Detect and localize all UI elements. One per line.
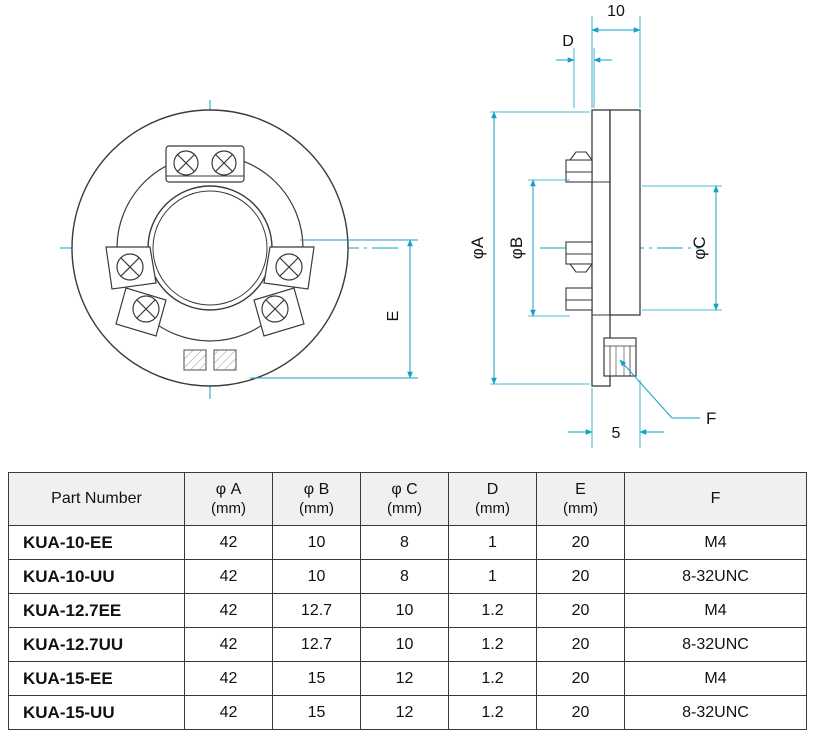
cell-phi-c: 10 (361, 628, 449, 662)
cell-d: 1.2 (449, 594, 537, 628)
cell-f: M4 (625, 526, 807, 560)
cell-d: 1.2 (449, 696, 537, 730)
cell-phi-b: 15 (273, 662, 361, 696)
screw-top-right (212, 151, 236, 175)
cell-part-number: KUA-10-UU (9, 560, 185, 594)
table-row (9, 526, 807, 560)
side-screw-middle (566, 242, 592, 272)
cell-d: 1 (449, 560, 537, 594)
header-phi-c-unit: (mm) (387, 499, 422, 517)
header-f (625, 473, 807, 526)
header-part-number (9, 473, 185, 526)
table-row (9, 594, 807, 628)
cell-e: 20 (537, 696, 625, 730)
cell-phi-a: 42 (185, 696, 273, 730)
cell-e: 20 (537, 628, 625, 662)
cell-f: 8-32UNC (625, 628, 807, 662)
header-phi-b-main: φ B (303, 481, 330, 499)
cell-f: 8-32UNC (625, 560, 807, 594)
tab-right-upper (264, 247, 314, 289)
header-d-main: D (486, 481, 499, 499)
header-phi-a-main: φ A (215, 481, 242, 499)
cell-f: M4 (625, 662, 807, 696)
table-header-row (9, 473, 807, 526)
cell-phi-b: 10 (273, 560, 361, 594)
table-row (9, 696, 807, 730)
dimension-5-label: 5 (611, 425, 621, 442)
cell-d: 1.2 (449, 628, 537, 662)
screw-left-upper (117, 254, 143, 280)
label-F: F (706, 409, 717, 428)
dimension-D (556, 33, 612, 108)
cell-d: 1 (449, 526, 537, 560)
cell-e: 20 (537, 594, 625, 628)
cell-e: 20 (537, 560, 625, 594)
header-e-main: E (575, 481, 586, 499)
header-phi-c-main: φ C (391, 481, 418, 499)
screw-top-left (174, 151, 198, 175)
cell-e: 20 (537, 662, 625, 696)
screw-left-lower (133, 296, 159, 322)
dimension-phiA-label: φA (468, 236, 487, 260)
header-d-unit: (mm) (475, 499, 510, 517)
screw-right-upper (276, 254, 302, 280)
cell-f: 8-32UNC (625, 696, 807, 730)
header-phi-c (361, 473, 449, 526)
cell-phi-c: 8 (361, 560, 449, 594)
spec-table-wrapper (8, 472, 806, 730)
dimension-5 (568, 380, 664, 448)
cell-f: M4 (625, 594, 807, 628)
side-screw-upper (566, 152, 592, 182)
cell-e: 20 (537, 526, 625, 560)
header-d (449, 473, 537, 526)
cell-part-number: KUA-10-EE (9, 526, 185, 560)
cell-part-number: KUA-12.7UU (9, 628, 185, 662)
cell-phi-b: 15 (273, 696, 361, 730)
table-row (9, 628, 807, 662)
cell-part-number: KUA-15-EE (9, 662, 185, 696)
table-row (9, 662, 807, 696)
cell-phi-b: 12.7 (273, 594, 361, 628)
header-part-number-main: Part Number (51, 489, 142, 507)
dimension-E-label: E (385, 310, 402, 322)
cell-phi-c: 8 (361, 526, 449, 560)
thread-detail-F (604, 338, 636, 376)
dimension-10-label: 10 (607, 3, 625, 20)
header-phi-b-unit: (mm) (299, 499, 334, 517)
cell-phi-a: 42 (185, 560, 273, 594)
header-e (537, 473, 625, 526)
cell-phi-a: 42 (185, 662, 273, 696)
dimension-D-label: D (562, 33, 574, 50)
cell-phi-a: 42 (185, 628, 273, 662)
header-f-main: F (710, 489, 721, 507)
cell-phi-b: 12.7 (273, 628, 361, 662)
front-view (60, 100, 418, 400)
side-screw-lower (566, 288, 592, 310)
tab-left-upper (106, 247, 156, 289)
cell-part-number: KUA-15-UU (9, 696, 185, 730)
dimension-phiC-label: φC (690, 236, 709, 260)
table-row (9, 560, 807, 594)
cell-phi-a: 42 (185, 526, 273, 560)
cell-phi-c: 12 (361, 662, 449, 696)
cell-phi-c: 12 (361, 696, 449, 730)
screw-right-lower (262, 296, 288, 322)
cell-phi-c: 10 (361, 594, 449, 628)
cell-phi-a: 42 (185, 594, 273, 628)
dimension-phiB-label: φB (507, 236, 526, 260)
header-phi-b (273, 473, 361, 526)
side-view (468, 3, 722, 448)
top-clamp-block (166, 146, 244, 182)
bore-circle (148, 186, 272, 310)
header-phi-a-unit: (mm) (211, 499, 246, 517)
spec-table (8, 472, 807, 730)
cell-d: 1.2 (449, 662, 537, 696)
cell-phi-b: 10 (273, 526, 361, 560)
header-e-unit: (mm) (563, 499, 598, 517)
dimension-10 (592, 3, 640, 108)
cell-part-number: KUA-12.7EE (9, 594, 185, 628)
header-phi-a (185, 473, 273, 526)
